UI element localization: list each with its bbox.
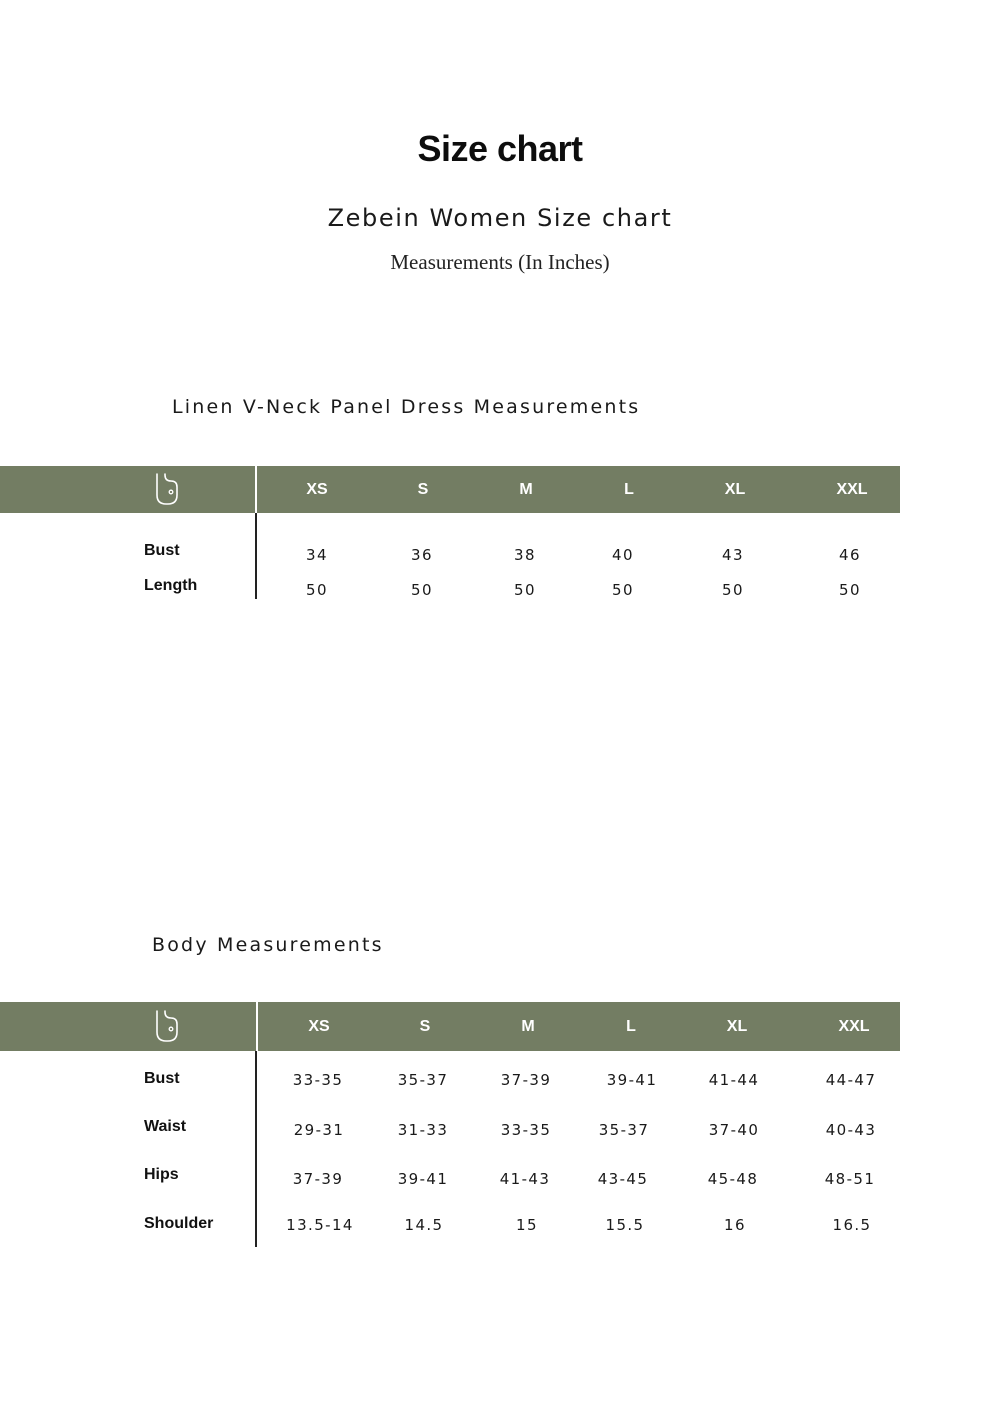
table-cell: 16 — [724, 1216, 746, 1234]
size-header-xl: XL — [726, 1018, 748, 1035]
table-cell: 15 — [516, 1216, 538, 1234]
dress-table-header-band — [0, 466, 900, 513]
table-cell: 36 — [411, 546, 433, 564]
table-cell: 43-45 — [597, 1170, 649, 1188]
table-cell: 37-39 — [292, 1170, 344, 1188]
table-cell: 14.5 — [404, 1216, 444, 1234]
table-cell: 33-35 — [292, 1071, 344, 1089]
table-cell: 35-37 — [598, 1121, 650, 1139]
table-cell: 29-31 — [293, 1121, 345, 1139]
size-header-s: S — [419, 1018, 431, 1035]
dress-tag-icon — [152, 1009, 182, 1043]
size-header-s: S — [417, 481, 429, 498]
table-cell: 50 — [612, 581, 634, 599]
table-cell: 39-41 — [606, 1071, 658, 1089]
table-cell: 39-41 — [397, 1170, 449, 1188]
table-cell: 37-40 — [708, 1121, 760, 1139]
table-cell: 50 — [839, 581, 861, 599]
table-cell: 48-51 — [824, 1170, 876, 1188]
row-label-length: Length — [144, 577, 198, 594]
row-label-bust: Bust — [144, 542, 180, 559]
table-cell: 50 — [722, 581, 744, 599]
row-label-bust: Bust — [144, 1070, 180, 1087]
table-cell: 34 — [306, 546, 328, 564]
table-cell: 50 — [514, 581, 536, 599]
size-header-xxl: XXL — [838, 1018, 870, 1035]
size-header-l: L — [626, 1018, 636, 1035]
table-cell: 37-39 — [500, 1071, 552, 1089]
row-label-divider — [255, 513, 257, 599]
units-note: Measurements (In Inches) — [390, 250, 610, 274]
dress-tag-icon — [152, 472, 182, 506]
table-cell: 46 — [839, 546, 861, 564]
table-cell: 15.5 — [605, 1216, 645, 1234]
size-header-xxl: XXL — [836, 481, 868, 498]
size-header-m: M — [519, 481, 533, 498]
table-cell: 44-47 — [825, 1071, 877, 1089]
size-header-xl: XL — [724, 481, 746, 498]
table-cell: 50 — [411, 581, 433, 599]
table-cell: 40-43 — [825, 1121, 877, 1139]
row-label-divider — [255, 1051, 257, 1247]
body-table-header-band — [0, 1002, 900, 1051]
size-header-xs: XS — [306, 481, 328, 498]
size-header-l: L — [624, 481, 634, 498]
page-title: Size chart — [417, 128, 583, 169]
table-cell: 43 — [722, 546, 744, 564]
row-label-hips: Hips — [144, 1166, 179, 1183]
row-label-shoulder: Shoulder — [144, 1215, 214, 1232]
table-cell: 35-37 — [397, 1071, 449, 1089]
row-label-waist: Waist — [144, 1118, 187, 1135]
header-divider — [255, 466, 257, 513]
dress-table-heading: Linen V-Neck Panel Dress Measurements — [172, 396, 641, 418]
table-cell: 41-43 — [499, 1170, 551, 1188]
table-cell: 13.5-14 — [286, 1216, 354, 1234]
size-header-xs: XS — [308, 1018, 330, 1035]
table-cell: 40 — [612, 546, 634, 564]
table-cell: 38 — [514, 546, 536, 564]
table-cell: 45-48 — [707, 1170, 759, 1188]
page-subtitle: Zebein Women Size chart — [327, 204, 673, 232]
body-table-heading: Body Measurements — [152, 934, 384, 956]
table-cell: 41-44 — [708, 1071, 760, 1089]
size-header-m: M — [521, 1018, 535, 1035]
header-divider — [256, 1002, 258, 1051]
table-cell: 31-33 — [397, 1121, 449, 1139]
table-cell: 33-35 — [500, 1121, 552, 1139]
table-cell: 16.5 — [832, 1216, 872, 1234]
table-cell: 50 — [306, 581, 328, 599]
